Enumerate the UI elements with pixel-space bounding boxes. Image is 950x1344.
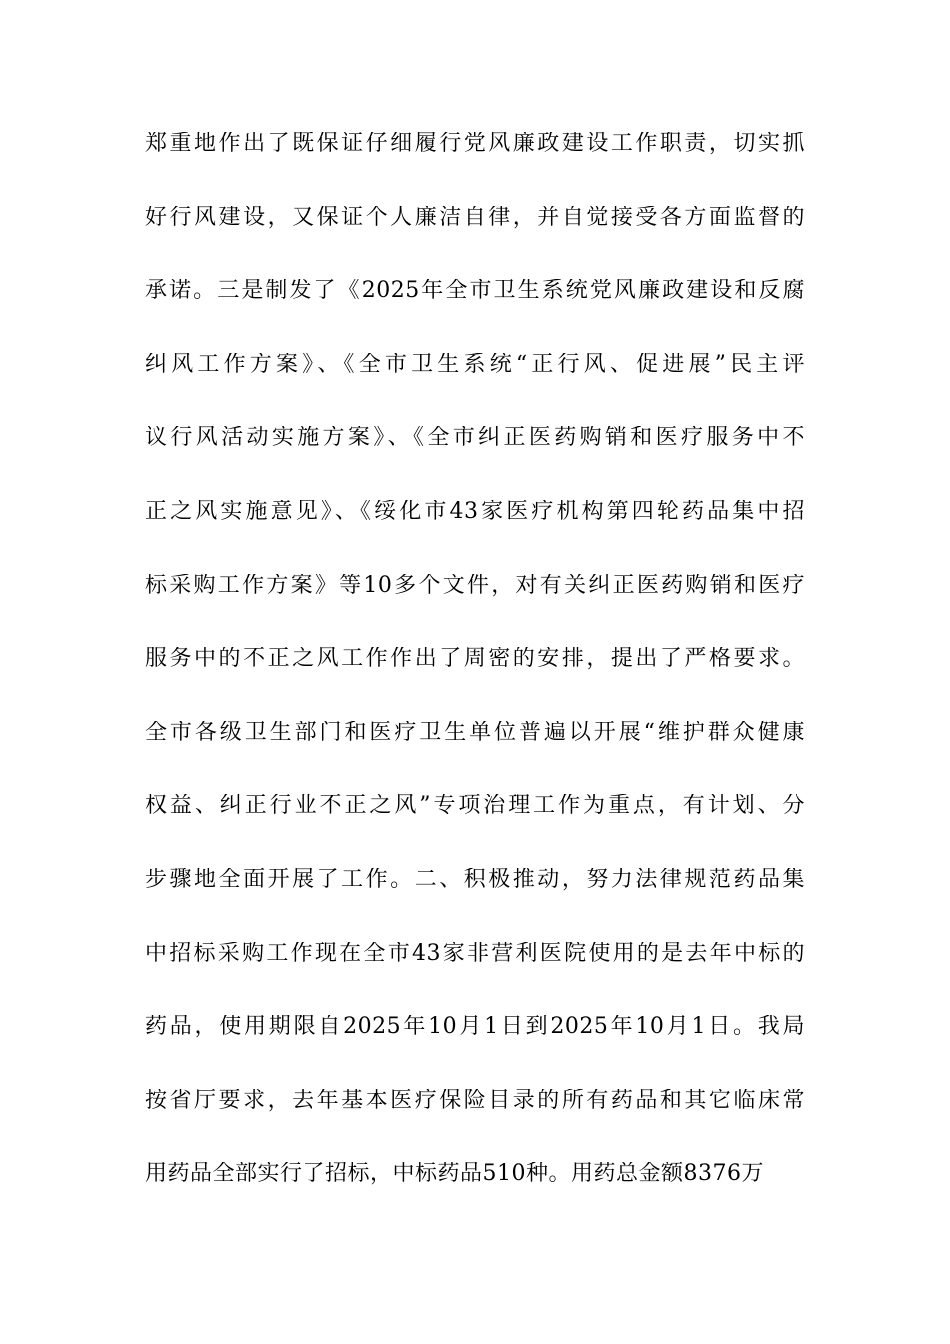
text-line: 用药品全部实行了招标，中标药品510种。用药总金额8376万 <box>145 1162 764 1187</box>
text-line: 步骤地全面开展了工作。二、积极推动，努力法律规范药品集 <box>145 867 805 892</box>
text-line: 标采购工作方案》等10多个文件，对有关纠正医药购销和医疗 <box>145 573 805 598</box>
body-text <box>145 132 805 1236</box>
text-line: 纠风工作方案》、《全市卫生系统“正行风、促进展”民主评 <box>145 352 805 377</box>
text-line: 按省厅要求，去年基本医疗保险目录的所有药品和其它临床常 <box>145 1088 805 1113</box>
text-line: 议行风活动实施方案》、《全市纠正医药购销和医疗服务中不 <box>145 426 805 451</box>
text-line: 药品，使用期限自2025年10月1日到2025年10月1日。我局 <box>145 1015 805 1040</box>
text-line: 正之风实施意见》、《绥化市43家医疗机构第四轮药品集中招 <box>145 499 805 524</box>
text-line: 服务中的不正之风工作作出了周密的安排，提出了严格要求。 <box>145 647 805 672</box>
text-line: 中招标采购工作现在全市43家非营利医院使用的是去年中标的 <box>145 941 805 966</box>
text-line: 权益、纠正行业不正之风”专项治理工作为重点，有计划、分 <box>145 794 805 819</box>
text-line: 全市各级卫生部门和医疗卫生单位普遍以开展“维护群众健康 <box>145 720 805 745</box>
text-line: 好行风建设，又保证个人廉洁自律，并自觉接受各方面监督的 <box>145 205 805 230</box>
text-line: 承诺。三是制发了《2025年全市卫生系统党风廉政建设和反腐 <box>145 279 805 304</box>
text-line: 郑重地作出了既保证仔细履行党风廉政建设工作职责，切实抓 <box>145 132 805 156</box>
